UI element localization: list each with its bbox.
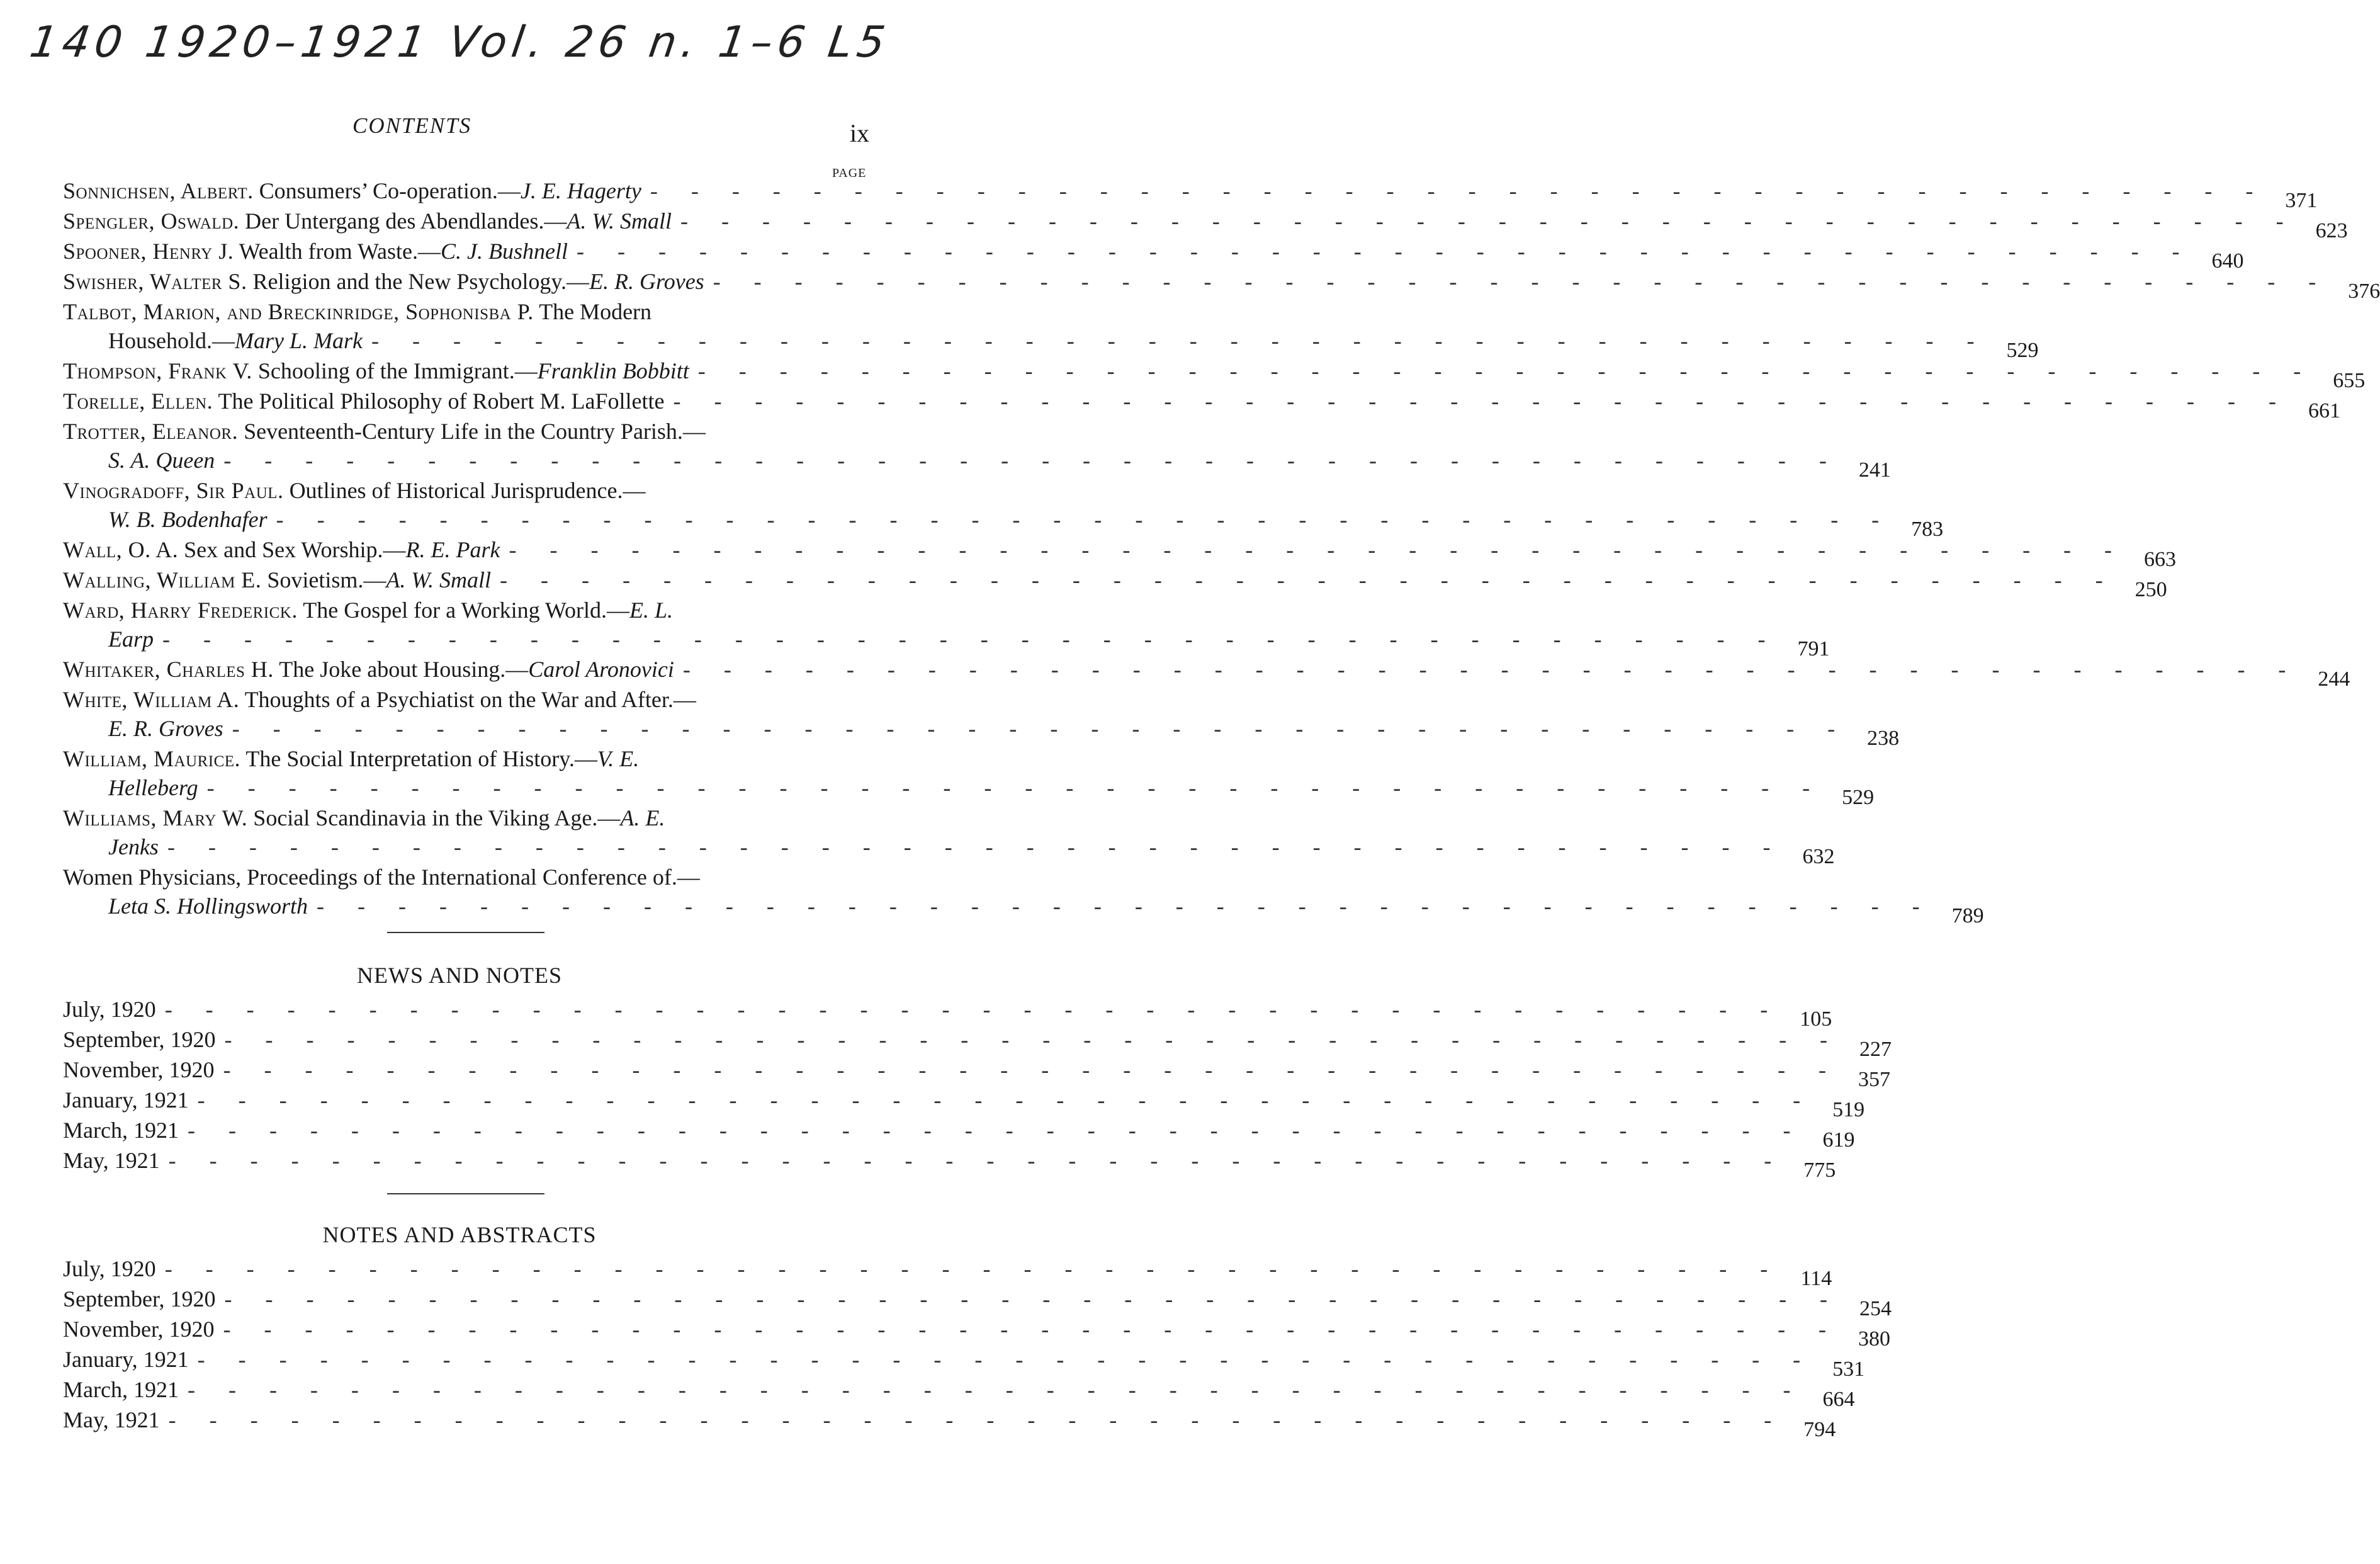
entry-text bbox=[63, 744, 639, 773]
entry-page-number: 244 bbox=[2318, 667, 2350, 691]
leader-dots: - - - - - - - - - - - - - - - - - - - - - - - - - - - - - - - - - - - - - - - - bbox=[509, 537, 2126, 562]
handwritten-catalog-note: 140 1920–1921 Vol. 26 n. 1–6 L5 bbox=[26, 18, 893, 67]
entry-reviewer: C. J. Bushnell bbox=[441, 239, 568, 264]
entry-reviewer: Jenks bbox=[108, 834, 159, 859]
entry-reviewer: E. L. bbox=[629, 598, 674, 623]
leader-dots: - - - - - - - - - - - - - - - - - - - - - - - - - - - - - - - - - - - - - - - - bbox=[650, 178, 2267, 203]
entry-title: Social Scandinavia in the Viking Age.— bbox=[247, 805, 621, 830]
entry-reviewer: Franklin Bobbitt bbox=[537, 358, 689, 383]
section-divider-1 bbox=[387, 932, 544, 933]
entry-page-number: 663 bbox=[2144, 548, 2177, 571]
entry-reviewer: V. E. bbox=[597, 746, 640, 771]
month-entry bbox=[63, 1254, 1832, 1290]
entry-reviewer: W. B. Bodenhafer bbox=[108, 507, 268, 532]
entry-reviewer: Earp bbox=[108, 626, 154, 652]
entry-line bbox=[63, 685, 881, 714]
entry-title: Der Untergang des Abendlandes.— bbox=[239, 208, 567, 234]
entry-reviewer: E. R. Groves bbox=[108, 716, 223, 741]
month-label: November, 1920 bbox=[63, 1057, 215, 1082]
toc-entry bbox=[63, 387, 2340, 422]
leader-dots: - - - - - - - - - - - - - - - - - - - - - - - - - - - - - - - - - - - - - - - - bbox=[164, 1256, 1782, 1281]
toc-entry bbox=[63, 417, 1891, 482]
toc-entry bbox=[63, 267, 2380, 303]
entry-author: Spengler, Oswald. bbox=[63, 208, 240, 234]
entry-text bbox=[63, 207, 672, 235]
section-divider-2 bbox=[387, 1193, 544, 1194]
month-entry bbox=[63, 1025, 1892, 1061]
entry-line bbox=[63, 176, 2318, 212]
toc-entry bbox=[63, 685, 1900, 750]
leader-dots: - - - - - - - - - - - - - - - - - - - - - - - - - - - - - - - - - - - - - - - - bbox=[232, 716, 1849, 741]
leader-dots: - - - - - - - - - - - - - - - - - - - - - - - - - - - - - - - - - - - - - - - - bbox=[371, 328, 1988, 353]
notes-and-abstracts-heading: NOTES AND ABSTRACTS bbox=[322, 1222, 597, 1247]
entry-text bbox=[108, 832, 159, 861]
leader-dots: - - - - - - - - - - - - - - - - - - - - - - - - - - - - - - - - - - - - - - - - bbox=[577, 239, 2194, 264]
running-head bbox=[0, 113, 1030, 151]
month-page-number: 531 bbox=[1832, 1357, 1865, 1381]
entry-line bbox=[63, 356, 2366, 392]
month-entry bbox=[63, 1375, 1855, 1411]
entry-text bbox=[63, 417, 706, 446]
leader-dots: - - - - - - - - - - - - - - - - - - - - - - - - - - - - - - - - - - - - - - - - bbox=[223, 1317, 1841, 1342]
month-page-number: 105 bbox=[1800, 1007, 1832, 1031]
contents-entries bbox=[63, 176, 2380, 927]
entry-line bbox=[63, 803, 881, 832]
news-and-notes-list bbox=[63, 995, 1892, 1182]
toc-entry bbox=[63, 207, 2348, 242]
toc-entry bbox=[63, 476, 1944, 541]
entry-page-number: 371 bbox=[2285, 189, 2318, 212]
entry-line bbox=[63, 267, 2380, 303]
leader-dots: - - - - - - - - - - - - - - - - - - - - - - - - - - - - - - - - - - - - - - - - bbox=[317, 893, 1934, 919]
month-label: January, 1921 bbox=[63, 1087, 189, 1113]
entry-text bbox=[108, 773, 198, 802]
entry-title: The Political Philosophy of Robert M. LaFollette bbox=[213, 388, 665, 414]
entry-title: Women Physicians, Proceedings of the International Conference of.— bbox=[63, 864, 700, 890]
entry-page-number: 661 bbox=[2308, 399, 2340, 422]
entry-line bbox=[63, 892, 1984, 927]
month-entry bbox=[63, 1315, 1891, 1351]
entry-line bbox=[63, 744, 881, 773]
entry-text bbox=[108, 505, 268, 534]
entry-page-number: 376 bbox=[2348, 280, 2380, 303]
entry-page-number: 529 bbox=[2006, 339, 2039, 362]
entry-text bbox=[108, 892, 308, 921]
toc-entry bbox=[63, 803, 1835, 868]
entry-reviewer: Leta S. Hollingsworth bbox=[108, 893, 308, 919]
month-label: July, 1920 bbox=[63, 997, 156, 1022]
entry-line bbox=[63, 417, 881, 446]
month-entry bbox=[63, 1085, 1865, 1121]
month-label: March, 1921 bbox=[63, 1118, 179, 1143]
entry-text bbox=[63, 863, 700, 892]
toc-entry bbox=[63, 596, 1830, 660]
month-entry bbox=[63, 995, 1832, 1031]
entry-author: William, Maurice. bbox=[63, 746, 241, 771]
leader-dots: - - - - - - - - - - - - - - - - - - - - - - - - - - - - - - - - - - - - - - - - bbox=[223, 448, 1841, 473]
entry-author: Walling, William E. bbox=[63, 567, 262, 592]
month-entry bbox=[63, 1055, 1891, 1091]
entry-reviewer: J. E. Hagerty bbox=[520, 178, 641, 203]
entry-title: Outlines of Historical Jurisprudence.— bbox=[283, 478, 646, 503]
leader-dots: - - - - - - - - - - - - - - - - - - - - - - - - - - - - - - - - - - - - - - - - bbox=[697, 358, 2315, 383]
month-page-number: 775 bbox=[1803, 1159, 1836, 1182]
entry-reviewer: E. R. Groves bbox=[589, 269, 704, 294]
entry-author: Talbot, Marion, and Breckinridge, Sophonisba P. bbox=[63, 299, 534, 324]
entry-reviewer: Mary L. Mark bbox=[235, 328, 363, 353]
month-page-number: 254 bbox=[1859, 1297, 1892, 1320]
leader-dots: - - - - - - - - - - - - - - - - - - - - - - - - - - - - - - - - - - - - - - - - bbox=[223, 1057, 1841, 1082]
leader-dots: - - - - - - - - - - - - - - - - - - - - - - - - - - - - - - - - - - - - - - - - bbox=[197, 1347, 1815, 1372]
entry-page-number: 632 bbox=[1802, 845, 1835, 868]
toc-entry bbox=[63, 237, 2244, 273]
leader-dots: - - - - - - - - - - - - - - - - - - - - - - - - - - - - - - - - - - - - - - - - bbox=[167, 834, 1785, 859]
month-page-number: 227 bbox=[1859, 1038, 1892, 1061]
entry-line bbox=[63, 565, 2167, 601]
month-label: September, 1920 bbox=[63, 1286, 216, 1312]
entry-author: White, William A. bbox=[63, 687, 240, 712]
entry-title: The Gospel for a Working World.— bbox=[297, 598, 630, 623]
entry-text bbox=[108, 714, 223, 743]
leader-dots: - - - - - - - - - - - - - - - - - - - - - - - - - - - - - - - - - - - - - - - - bbox=[206, 775, 1824, 800]
entry-line bbox=[63, 326, 2039, 362]
month-entry bbox=[63, 1284, 1892, 1320]
entry-title: Household.— bbox=[108, 328, 235, 353]
month-entry bbox=[63, 1405, 1836, 1441]
toc-entry bbox=[63, 565, 2167, 601]
leader-dots: - - - - - - - - - - - - - - - - - - - - - - - - - - - - - - - - - - - - - - - - bbox=[187, 1377, 1805, 1402]
leader-dots: - - - - - - - - - - - - - - - - - - - - - - - - - - - - - - - - - - - - - - - - bbox=[168, 1148, 1786, 1173]
entry-author: Swisher, Walter S. bbox=[63, 269, 247, 294]
entry-line bbox=[63, 207, 2348, 242]
leader-dots: - - - - - - - - - - - - - - - - - - - - - - - - - - - - - - - - - - - - - - - - bbox=[197, 1087, 1815, 1113]
month-label: July, 1920 bbox=[63, 1256, 156, 1281]
entry-author: Spooner, Henry J. bbox=[63, 239, 234, 264]
leader-dots: - - - - - - - - - - - - - - - - - - - - - - - - - - - - - - - - - - - - - - - - bbox=[162, 626, 1779, 652]
entry-line bbox=[63, 625, 1830, 660]
entry-author: Wall, O. A. bbox=[63, 537, 179, 562]
entry-text bbox=[63, 267, 704, 296]
entry-title: The Joke about Housing.— bbox=[273, 657, 529, 682]
entry-reviewer: Carol Aronovici bbox=[528, 657, 674, 682]
entry-line bbox=[63, 863, 881, 892]
month-entry bbox=[63, 1146, 1836, 1182]
toc-entry bbox=[63, 535, 2177, 571]
entry-text bbox=[63, 297, 651, 326]
leader-dots: - - - - - - - - - - - - - - - - - - - - - - - - - - - - - - - - - - - - - - - - bbox=[224, 1027, 1842, 1052]
entry-text bbox=[63, 476, 645, 505]
entry-title: Sovietism.— bbox=[261, 567, 386, 592]
month-page-number: 619 bbox=[1822, 1128, 1855, 1152]
entry-author: Ward, Harry Frederick. bbox=[63, 598, 298, 623]
toc-entry bbox=[63, 297, 2039, 362]
leader-dots: - - - - - - - - - - - - - - - - - - - - - - - - - - - - - - - - - - - - - - - - bbox=[682, 657, 2300, 682]
entry-author: Torelle, Ellen. bbox=[63, 388, 213, 414]
entry-line bbox=[63, 237, 2244, 273]
news-and-notes-heading: NEWS AND NOTES bbox=[357, 963, 562, 988]
entry-text bbox=[63, 655, 674, 684]
entry-line bbox=[63, 655, 2350, 691]
entry-page-number: 238 bbox=[1867, 727, 1900, 750]
month-label: March, 1921 bbox=[63, 1377, 179, 1402]
leader-dots: - - - - - - - - - - - - - - - - - - - - - - - - - - - - - - - - - - - - - - - - bbox=[168, 1407, 1786, 1432]
entry-author: Whitaker, Charles H. bbox=[63, 657, 274, 682]
toc-entry bbox=[63, 356, 2366, 392]
running-title: CONTENTS bbox=[352, 113, 472, 138]
entry-page-number: 791 bbox=[1797, 637, 1830, 660]
entry-title: Sex and Sex Worship.— bbox=[178, 537, 406, 562]
entry-text bbox=[63, 237, 568, 266]
page-column-label: PAGE bbox=[832, 166, 867, 180]
entry-text bbox=[63, 356, 689, 385]
entry-page-number: 250 bbox=[2135, 578, 2167, 601]
leader-dots: - - - - - - - - - - - - - - - - - - - - - - - - - - - - - - - - - - - - - - - - bbox=[187, 1118, 1805, 1143]
entry-page-number: 783 bbox=[1911, 518, 1944, 541]
entry-text bbox=[108, 625, 154, 654]
entry-author: Williams, Mary W. bbox=[63, 805, 248, 830]
entry-title: Thoughts of a Psychiatist on the War and After.— bbox=[239, 687, 696, 712]
month-label: November, 1920 bbox=[63, 1317, 215, 1342]
entry-title: Religion and the New Psychology.— bbox=[247, 269, 590, 294]
month-entry bbox=[63, 1345, 1865, 1381]
entry-line bbox=[63, 832, 1835, 868]
entry-text bbox=[63, 685, 696, 714]
month-label: January, 1921 bbox=[63, 1347, 189, 1372]
toc-entry bbox=[63, 655, 2350, 691]
entry-text bbox=[63, 803, 665, 832]
month-label: May, 1921 bbox=[63, 1148, 160, 1173]
leader-dots: - - - - - - - - - - - - - - - - - - - - - - - - - - - - - - - - - - - - - - - - bbox=[500, 567, 2117, 592]
entry-line bbox=[63, 446, 1891, 482]
entry-line bbox=[63, 535, 2177, 571]
leader-dots: - - - - - - - - - - - - - - - - - - - - - - - - - - - - - - - - - - - - - - - - bbox=[276, 507, 1893, 532]
toc-entry bbox=[63, 863, 1984, 927]
entry-author: Trotter, Eleanor. bbox=[63, 419, 239, 444]
entry-reviewer: A. W. Small bbox=[567, 208, 672, 234]
entry-reviewer: R. E. Park bbox=[405, 537, 500, 562]
month-page-number: 357 bbox=[1858, 1068, 1891, 1091]
entry-reviewer: S. A. Queen bbox=[108, 448, 215, 473]
entry-text bbox=[63, 596, 673, 625]
leader-dots: - - - - - - - - - - - - - - - - - - - - - - - - - - - - - - - - - - - - - - - - bbox=[224, 1286, 1842, 1312]
leader-dots: - - - - - - - - - - - - - - - - - - - - - - - - - - - - - - - - - - - - - - - - bbox=[713, 269, 2330, 294]
entry-line bbox=[63, 476, 881, 505]
entry-page-number: 623 bbox=[2315, 219, 2348, 242]
month-label: September, 1920 bbox=[63, 1027, 216, 1052]
entry-page-number: 529 bbox=[1842, 786, 1875, 809]
entry-author: Thompson, Frank V. bbox=[63, 358, 252, 383]
entry-reviewer: A. E. bbox=[620, 805, 665, 830]
month-page-number: 519 bbox=[1832, 1098, 1865, 1121]
entry-page-number: 640 bbox=[2211, 249, 2244, 273]
entry-reviewer: Helleberg bbox=[108, 775, 198, 800]
month-page-number: 380 bbox=[1858, 1327, 1891, 1351]
entry-text bbox=[63, 565, 491, 594]
toc-entry bbox=[63, 176, 2318, 212]
entry-page-number: 241 bbox=[1858, 458, 1891, 482]
leader-dots: - - - - - - - - - - - - - - - - - - - - - - - - - - - - - - - - - - - - - - - - bbox=[164, 997, 1782, 1022]
entry-title: Schooling of the Immigrant.— bbox=[252, 358, 538, 383]
notes-and-abstracts-list bbox=[63, 1254, 1892, 1441]
entry-author: Vinogradoff, Sir Paul. bbox=[63, 478, 284, 503]
month-page-number: 114 bbox=[1800, 1267, 1832, 1290]
toc-entry bbox=[63, 744, 1875, 809]
leader-dots: - - - - - - - - - - - - - - - - - - - - - - - - - - - - - - - - - - - - - - - - bbox=[680, 208, 2298, 234]
entry-title: The Modern bbox=[533, 299, 652, 324]
month-label: May, 1921 bbox=[63, 1407, 160, 1432]
entry-line bbox=[63, 387, 2340, 422]
entry-title: Seventeenth-Century Life in the Country Parish.— bbox=[238, 419, 706, 444]
entry-text bbox=[108, 326, 363, 355]
entry-text bbox=[63, 535, 500, 564]
entry-line bbox=[63, 596, 881, 625]
entry-line bbox=[63, 773, 1875, 809]
entry-text bbox=[63, 387, 664, 416]
leader-dots: - - - - - - - - - - - - - - - - - - - - - - - - - - - - - - - - - - - - - - - - bbox=[673, 388, 2290, 414]
entry-page-number: 655 bbox=[2333, 369, 2366, 392]
page-number: ix bbox=[850, 119, 870, 147]
month-page-number: 664 bbox=[1822, 1388, 1855, 1411]
entry-title: Consumers’ Co-operation.— bbox=[253, 178, 521, 203]
entry-reviewer: A. W. Small bbox=[386, 567, 492, 592]
entry-title: The Social Interpretation of History.— bbox=[240, 746, 597, 771]
entry-text bbox=[108, 446, 215, 475]
entry-line bbox=[63, 505, 1944, 541]
month-page-number: 794 bbox=[1803, 1418, 1836, 1441]
entry-line bbox=[63, 714, 1900, 750]
entry-author: Sonnichsen, Albert. bbox=[63, 178, 254, 203]
entry-page-number: 789 bbox=[1951, 904, 1984, 927]
entry-line bbox=[63, 297, 881, 326]
entry-title: Wealth from Waste.— bbox=[234, 239, 441, 264]
month-entry bbox=[63, 1116, 1855, 1152]
entry-text bbox=[63, 176, 641, 205]
